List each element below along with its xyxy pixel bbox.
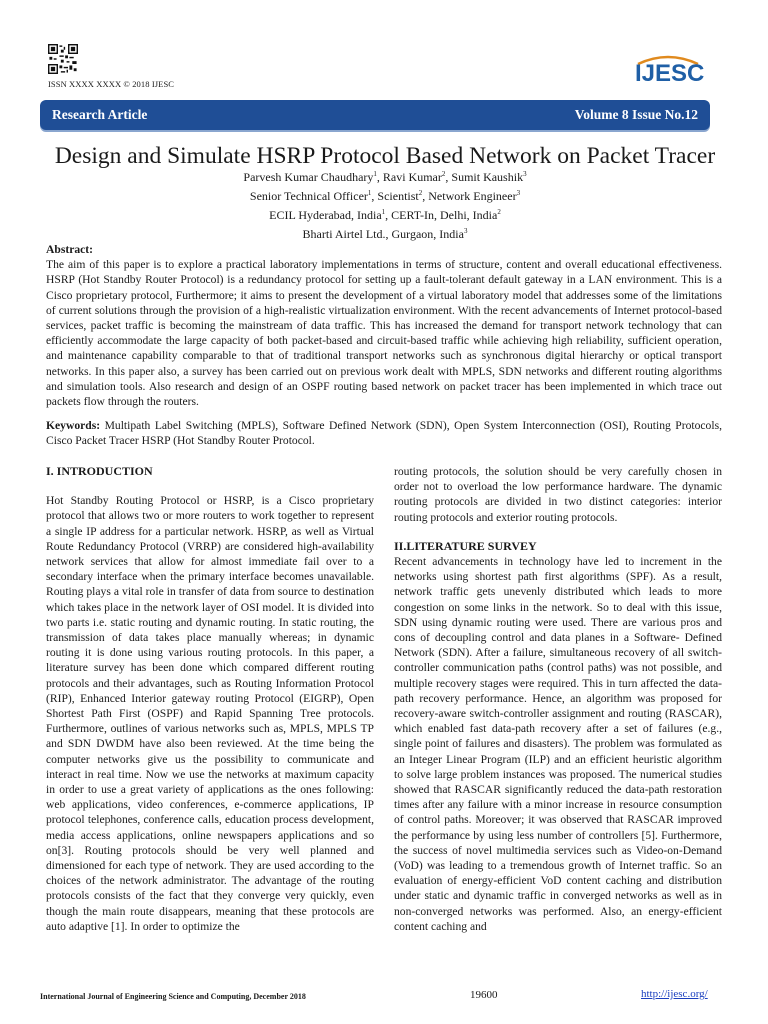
keywords-label: Keywords: [46, 419, 101, 432]
abstract-text: The aim of this paper is to explore a practical laboratory implementations in terms of structure, content and overall educational effectiveness. HSRP (Hot Standby Router Protocol) is a redundancy protocol for setting up a fault-tolerant default gateway in a LAN environment. This is a Cisco proprietary protocol, Furthermore; it aims to present the development of a virtual laboratory model that addresses some of the limitations of current solutions through the provision of a high-realistic virtualization environment. With the recent advancements of Internet protocol-based services, packet traffic is becoming the mainstream of data traffic. This has increased the demand for transport network technology that can efficiently accommodate the large capacity of both packet-based and circuit-based traffic while achieving high reliability, sufficient operation, and maintenance capability comparable to that of traditional transport networks such as synchronous digital hierarchy or optical transport networks. In this paper also, a survey has been carried out on previous work dealt with MPLS, SDN networks and different routing algorithms and simulation tools. Also research and design of an OSPF routing based network on packet tracer has been implemented in which trace out packets flow through the routers. [46, 258, 722, 409]
footer-url-link[interactable]: http://ijesc.org/ [641, 988, 708, 1000]
article-type: Research Article [52, 107, 148, 122]
author-names [40, 166, 730, 185]
header-band [40, 100, 710, 130]
author-1-sup: 1 [373, 170, 377, 178]
footer-page-number: 19600 [470, 989, 498, 1001]
intro-heading: I. INTRODUCTION [46, 464, 153, 478]
author-2-sup: 2 [441, 170, 446, 178]
affil-1: ECIL Hyderabad, India [269, 208, 382, 222]
affiliation-line-2 [40, 223, 730, 242]
role-1: Senior Technical Officer [249, 189, 368, 203]
role-3: , Network Engineer [422, 189, 517, 203]
qr-code [48, 44, 78, 74]
author-3: , Sumit Kaushik [445, 170, 524, 184]
role-3-sup: 3 [516, 189, 521, 197]
right-column [394, 464, 722, 948]
author-block [40, 166, 730, 242]
affil-2: , CERT-In, Delhi, India [385, 208, 498, 222]
affil-2-sup: 2 [497, 208, 501, 216]
footer-journal: International Journal of Engineering Science and Computing, December 2018 [40, 992, 306, 1001]
intro-continued: routing protocols, the solution should be very carefully chosen in order not to overload the low performance hardware. The dynamic routing protocols are divided in two distinct categories: interior routing protocols and exterior routing protocols. [394, 465, 722, 524]
affiliation-line-1 [40, 204, 730, 223]
abstract [46, 242, 722, 409]
left-column [46, 464, 374, 948]
affil-3-sup: 3 [463, 227, 468, 235]
author-roles [40, 185, 730, 204]
role-1-sup: 1 [367, 189, 372, 197]
intro-paragraph: Hot Standby Routing Protocol or HSRP, is a Cisco proprietary protocol that allows two or more routers to work together to represent a single IP address for a particular network. HSRP, as well as Virtual Route Redundancy Protocol (VRRP) are considered high-availability network services that allow for almost immediate fail over to a secondary interface when the primary interface becomes unavailable. Routing plays a vital role in transfer of data from source to destination which takes place in the network layer of OSI model. It is divided into two parts i.e. static routing and dynamic routing. In static routing, the transmission of data takes place manually whereas; in dynamic routing it is done using various routing protocols. In this paper, a literature survey has been done which compared different routing protocols and their advantages, such as Routing Information Protocol (RIP), Enhanced Interior gateway routing Protocol (EIGRP), Open Shortest Path First (OSPF) and Rapid Spanning Tree protocols. Furthermore, outlines of various networks such as, MPLS, MPLS TP and SDN DWDM have also been reviewed. At the time being the computer networks give us the possibility to communicate and interact in real time. Now we use the networks at maximum capacity in order to use a great variety of applications as the ones following: web applications, video conferences, e-commerce applications, IP protocol telephones, conference calls, education process development, media access applications, online newspapers applications and so on[3]. Routing protocols should be very well planned and dimensioned for each type of network. They are used according to the choices of the network administrator. The advantage of the routing protocols consists of the fact that they converge very quickly, even though the main route disappears, meaning that these protocols are auto adaptive [1]. In order to optimize the [46, 494, 374, 933]
affil-1-sup: 1 [381, 208, 386, 216]
literature-heading: II.LITERATURE SURVEY [394, 538, 537, 553]
keywords-text: Multipath Label Switching (MPLS), Software Defined Network (SDN), Open System Interconnection (OSI), Routing Protocols, Cisco Packet Tracer HSRP (Hot Standby Router Protocol. [46, 419, 722, 448]
author-1: Parvesh Kumar Chaudhary [243, 170, 374, 184]
issn-line: ISSN XXXX XXXX © 2018 IJESC [48, 79, 175, 89]
logo-text: IJESC [635, 60, 704, 84]
ijesc-logo [632, 54, 704, 84]
affil-3: Bharti Airtel Ltd., Gurgaon, India [302, 227, 464, 241]
author-2: , Ravi Kumar [376, 170, 442, 184]
paper-title: Design and Simulate HSRP Protocol Based Network on Packet Tracer [54, 143, 716, 169]
literature-paragraph: Recent advancements in technology have led to increment in the networks using shortest path first algorithms (SPF). As a result, network traffic gets unevenly distributed which leads to more congestion on some links in the network. So to deal with this issue, SDN using dynamic routing were used. There are various pros and cons of decoupling control and data planes in a Software- Defined Network (SDN). After a failure, simultaneous recovery of all switch-controller communication paths (control paths) was not possible, and multiple recovery stages were required. This in turn affected the data-path recovery performance. Hence, an algorithm was proposed for recovery-aware switch-controller assignment and routing (RASCAR), which enabled fast data-path recovery after a set of failures (e.g., single point of failures and disasters). The problem was formulated as an Integer Linear Program (ILP) and an efficient heuristic algorithm to solve large problem instances was proposed. The numerical studies showed that RASCAR significantly reduced the data-path restoration times after any failure with a minor increase in resource consumption of control paths. Moreover; it was observed that RASCAR improved the performance by using less number of controllers [5]. Furthermore, the success of novel multimedia services such as Video-on-Demand (VoD) was leading to a tremendous growth of Internet traffic. So an evaluation of energy-efficient VoD content caching and distribution under static and dynamic traffic in converged networks as well as in non-converged networks was performed. Also, an energy-efficient content caching and [394, 555, 722, 933]
role-2-sup: 2 [418, 189, 423, 197]
volume-issue: Volume 8 Issue No.12 [574, 107, 698, 122]
abstract-label: Abstract: [46, 243, 94, 256]
author-3-sup: 3 [523, 170, 527, 178]
role-2: , Scientist [371, 189, 419, 203]
keywords [46, 418, 722, 448]
